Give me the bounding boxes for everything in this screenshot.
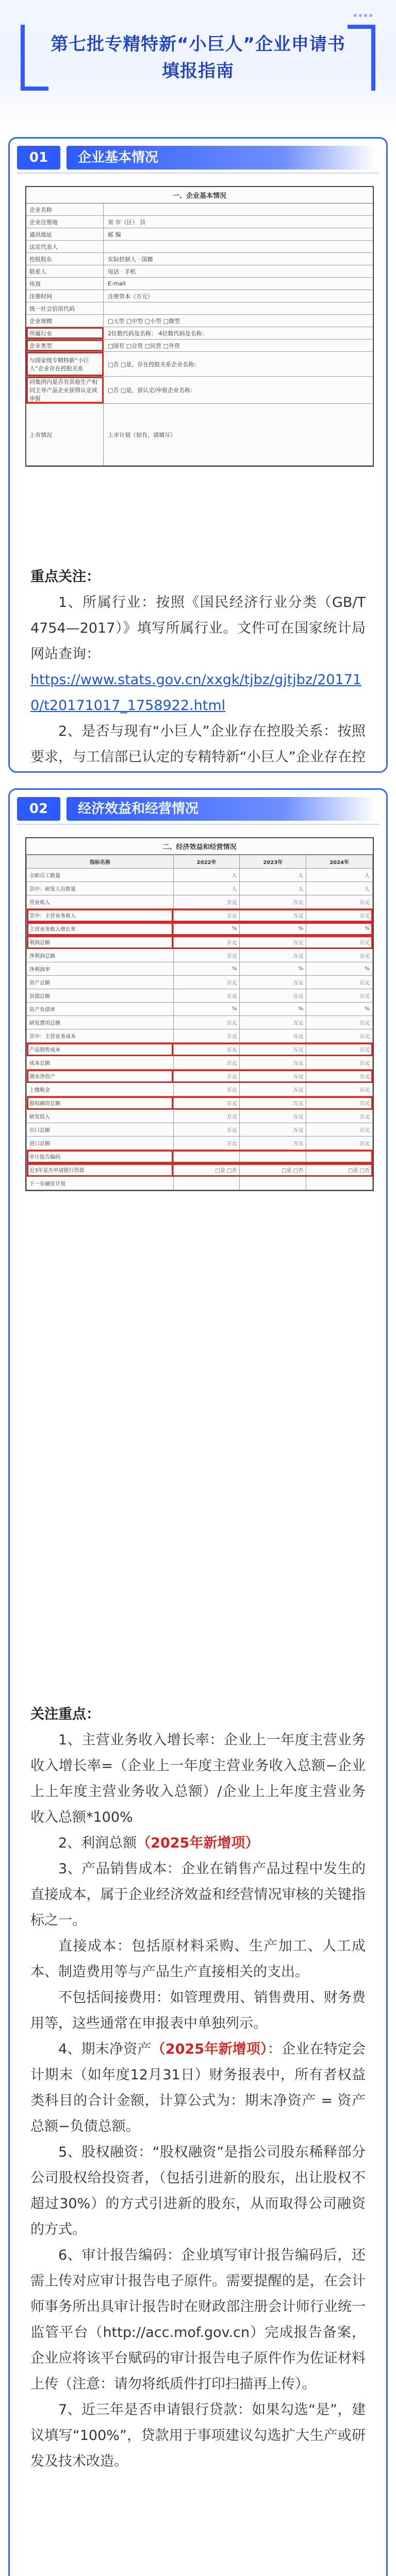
row-unit-cell: % <box>306 1003 373 1016</box>
form-row-label: 注册时间 <box>26 290 104 302</box>
row-unit-cell <box>173 1177 240 1190</box>
table-row <box>27 882 373 895</box>
row-unit-cell: 万元 <box>173 949 240 962</box>
row-unit-cell: 人 <box>240 869 306 882</box>
row-unit-cell: 万元 <box>240 1056 306 1070</box>
row-unit-cell: 万元 <box>173 1110 240 1123</box>
table-row <box>27 1016 373 1029</box>
section1-notes <box>30 564 366 773</box>
form-row-value: 邮 编 <box>108 231 121 238</box>
row-name: 其中：主营业务成本 <box>27 1029 174 1043</box>
row-name: 产品销售成本 <box>27 1043 174 1056</box>
form-row-label: 企业名称 <box>26 204 104 215</box>
form-row <box>26 241 373 253</box>
row-unit-cell: 万元 <box>306 936 373 949</box>
row-unit-cell: 万元 <box>240 1110 306 1123</box>
row-name: 资产总额 <box>27 976 174 989</box>
row-name: 资产负债率 <box>27 1003 174 1016</box>
note-net-assets-label: 4、期末净资产 <box>58 2041 152 2057</box>
form-row <box>26 265 373 278</box>
row-unit-cell: % <box>173 1003 240 1016</box>
row-unit-cell: 万元 <box>240 976 306 989</box>
form-row-label: 法定代表人 <box>26 241 104 252</box>
row-unit-cell: □是 □否 <box>173 1163 240 1177</box>
row-unit-cell <box>240 1150 306 1163</box>
note-industry: 1、所属行业：按照《国民经济行业分类（GB/T 4754—2017）》填写所属行业。文件可在国家统计局网站查询： <box>30 595 366 662</box>
form-row-value: 电话 · 手机 <box>108 268 136 275</box>
form-row-value: 2位数代码及名称： 4位数代码及名称： <box>108 330 208 337</box>
row-unit-cell: 万元 <box>306 1123 373 1137</box>
table-row <box>27 922 373 936</box>
form-row-value: □国有 □合资 □民营 □外资 <box>108 342 180 349</box>
title-line-1: 第七批专精特新“小巨人”企业申请书 <box>51 34 345 55</box>
row-name: 主营业务收入增长率 <box>27 922 174 936</box>
row-unit-cell: 万元 <box>306 989 373 1003</box>
row-unit-cell: 万元 <box>240 1043 306 1056</box>
row-unit-cell: 万元 <box>306 895 373 909</box>
row-unit-cell: 万元 <box>173 1016 240 1029</box>
table-row <box>27 1083 373 1096</box>
form-row-label: 同集团内是否有其他生产相同主导产品企业获得认定或申报 <box>26 377 104 403</box>
note-net-assets-text: ：企业在特定会计期末（如年度12月31日）财务报表中，所有者权益类科目的合计金额，计算公式为：期末净资产 = 资产总额−负债总额。 <box>30 2041 366 2134</box>
note-equity: 5、股权融资：“股权融资”是指公司股东稀释部分公司股权给投资者，（包括引进新的股东，出让股权不超过30%）的方式引进新的股东，从而取得公司融资的方式。 <box>30 2144 366 2238</box>
row-name: 净利润总额 <box>27 949 174 962</box>
note-indirect-cost: 不包括间接费用：如管理费用、销售费用、财务费用等，这些通常在申报表中单独列示。 <box>30 1990 366 2031</box>
form-row-label: 统一社会信用代码 <box>26 302 104 314</box>
form-row-value: 省 市（区） 县 <box>108 218 145 226</box>
form-row-value: □否 □是，获认定/申报企业名称： <box>108 387 196 394</box>
row-unit-cell: 万元 <box>240 949 306 962</box>
section-basic-info <box>8 137 388 773</box>
focus-heading: 关注重点： <box>30 1706 100 1722</box>
section-title: 经济效益和经营情况 <box>67 797 376 821</box>
row-name: 研发费用总额 <box>27 1016 174 1029</box>
table-row <box>27 1056 373 1070</box>
row-unit-cell: 万元 <box>173 976 240 989</box>
page-title <box>0 31 396 84</box>
row-unit-cell: 万元 <box>240 1137 306 1150</box>
form-rows <box>26 204 373 466</box>
form-row <box>26 302 373 315</box>
form-row-label: 上市情况 <box>26 404 104 465</box>
row-name: 其中：主营业务收入 <box>27 909 174 922</box>
form-row-label: 企业规模 <box>26 315 104 327</box>
form-title: 一、企业基本情况 <box>26 187 373 204</box>
economic-table <box>26 855 373 1190</box>
form-row <box>26 204 373 216</box>
row-name: 进口总额 <box>27 1137 174 1150</box>
note-cost: 3、产品销售成本：企业在销售产品过程中发生的直接成本，属于企业经济效益和经营情况审核的关键指标之一。 <box>30 1861 366 1928</box>
row-unit-cell: 人 <box>306 869 373 882</box>
row-unit-cell: 人 <box>173 869 240 882</box>
table-row <box>27 1096 373 1110</box>
row-unit-cell: 万元 <box>306 909 373 922</box>
basic-info-form-image <box>25 186 374 467</box>
table-row <box>27 1003 373 1016</box>
row-unit-cell: % <box>240 962 306 976</box>
form-row <box>26 377 373 404</box>
form-row <box>26 228 373 241</box>
row-unit-cell: 万元 <box>173 1056 240 1070</box>
row-unit-cell: 万元 <box>306 1016 373 1029</box>
row-unit-cell: 人 <box>240 882 306 895</box>
form-row <box>26 253 373 265</box>
row-unit-cell: 万元 <box>173 1070 240 1083</box>
focus-heading: 重点关注： <box>30 569 100 585</box>
note-direct-cost: 直接成本：包括原材料采购、生产加工、人工成本、制造费用等与产品生产直接相关的支出。 <box>30 1938 366 1980</box>
table-row <box>27 1150 373 1163</box>
table-header-row <box>27 855 373 869</box>
form-row-value: 实际控制人 · 国籍 <box>108 256 153 263</box>
header-banner <box>0 0 396 129</box>
form-row-value: E-mail <box>108 280 126 287</box>
row-unit-cell: 万元 <box>306 1070 373 1083</box>
row-unit-cell: 万元 <box>240 1070 306 1083</box>
form-row-value: □大型 □中型 □小型 □微型 <box>108 317 180 325</box>
row-unit-cell: 人 <box>173 882 240 895</box>
form-row <box>26 352 373 377</box>
row-unit-cell: 万元 <box>173 1123 240 1137</box>
form-row-label: 与国家级专精特新“小巨人”企业存在控股关系 <box>26 352 104 376</box>
new-item-tag: （2025年新增项） <box>151 2041 268 2057</box>
section-header <box>10 139 386 175</box>
form-row-label: 企业类型 <box>26 340 104 351</box>
row-unit-cell: % <box>173 922 240 936</box>
row-unit-cell: % <box>306 922 373 936</box>
note-loan: 7、近三年是否申请银行贷款：如果勾选“是”，建议填写“100%”，贷款用于事项建议勾选扩大生产或研发及技术改造。 <box>30 2402 366 2469</box>
row-name: 出口总额 <box>27 1123 174 1137</box>
form-row <box>26 278 373 290</box>
row-unit-cell: 万元 <box>240 1123 306 1137</box>
form-row <box>26 404 373 466</box>
form-row <box>26 290 373 302</box>
form-row <box>26 327 373 340</box>
section-number: 02 <box>17 797 60 821</box>
row-name: 成本总额 <box>27 1056 174 1070</box>
form-row-value: □否 □是，存在控股关系企业名称： <box>108 361 200 368</box>
row-name: 全职员工数量 <box>27 869 174 882</box>
row-name: 利润总额 <box>27 936 174 949</box>
table-row <box>27 1137 373 1150</box>
table-row <box>27 962 373 976</box>
table-row <box>27 909 373 922</box>
note-profit <box>30 1831 366 1856</box>
form-row-label: 联系人 <box>26 265 104 277</box>
row-unit-cell <box>306 1150 373 1163</box>
row-unit-cell: 万元 <box>173 1029 240 1043</box>
row-unit-cell: % <box>240 922 306 936</box>
row-unit-cell: 万元 <box>240 1016 306 1029</box>
form-row-label: 企业注册地 <box>26 216 104 228</box>
row-unit-cell <box>306 1177 373 1190</box>
row-unit-cell: 万元 <box>240 909 306 922</box>
table-row <box>27 895 373 909</box>
form-row <box>26 340 373 352</box>
row-unit-cell: 万元 <box>173 909 240 922</box>
row-unit-cell: 万元 <box>306 1096 373 1110</box>
row-unit-cell: 万元 <box>306 1137 373 1150</box>
row-unit-cell: 万元 <box>306 976 373 989</box>
row-unit-cell: 万元 <box>306 1110 373 1123</box>
table-row <box>27 976 373 989</box>
row-name: 审计报告编码 <box>27 1150 174 1163</box>
form-row-label: 控股股东 <box>26 253 104 265</box>
form-row-label: 所属行业 <box>26 327 104 339</box>
row-unit-cell: 万元 <box>173 1083 240 1096</box>
table-row <box>27 936 373 949</box>
row-name: 期末净资产 <box>27 1070 174 1083</box>
section-header <box>10 790 386 826</box>
table-row <box>27 869 373 882</box>
row-unit-cell: 万元 <box>306 949 373 962</box>
form-row <box>26 315 373 327</box>
table-row <box>27 1029 373 1043</box>
row-unit-cell: 万元 <box>306 1043 373 1056</box>
title-line-2: 填报指南 <box>162 61 234 81</box>
form-row-label: 通讯地址 <box>26 228 104 240</box>
row-unit-cell: □是 □否 <box>240 1163 306 1177</box>
form-row <box>26 216 373 228</box>
row-unit-cell: 万元 <box>306 1083 373 1096</box>
row-unit-cell: % <box>173 962 240 976</box>
col-year: 2024年 <box>306 855 373 869</box>
row-name: 研发投入 <box>27 1110 174 1123</box>
row-unit-cell: 万元 <box>173 895 240 909</box>
section2-notes <box>30 1702 366 2475</box>
note-audit: 6、审计报告编码：企业填写审计报告编码后，还需上传对应审计报告电子原件。需要提醒的是，在会计师事务所出具审计报告时在财政部注册会计师行业统一监管平台（http://acc.mof.gov.cn）完成报告备案，企业应将该平台赋码的审计报告电子原件作为佐证材料上传（注意：请勿将纸质件打印扫描再上传）。 <box>30 2247 366 2392</box>
row-unit-cell: 万元 <box>306 1029 373 1043</box>
section-economic <box>8 788 388 2576</box>
economic-form-image <box>25 837 374 1191</box>
stats-link[interactable]: https://www.stats.gov.cn/xxgk/tjbz/gjtjbz/201710/t20171017_1758922.html <box>30 672 362 714</box>
form-row-label: 传真 <box>26 278 104 290</box>
form-row-value: 注册资本（万元） <box>108 293 153 300</box>
table-row <box>27 1043 373 1056</box>
table-row <box>27 1177 373 1190</box>
form-row-value <box>104 209 373 211</box>
row-unit-cell <box>173 1150 240 1163</box>
row-unit-cell: % <box>240 1003 306 1016</box>
table-row <box>27 989 373 1003</box>
table-row <box>27 1110 373 1123</box>
dots-decoration <box>353 10 373 21</box>
note-net-assets <box>30 2037 366 2140</box>
row-unit-cell: 万元 <box>173 1043 240 1056</box>
divider <box>17 173 379 174</box>
row-name: 其中：研发人员数量 <box>27 882 174 895</box>
row-unit-cell: 万元 <box>240 895 306 909</box>
row-name: 股权融资总额 <box>27 1096 174 1110</box>
col-item: 指标名称 <box>27 855 174 869</box>
row-name: 营业收入 <box>27 895 174 909</box>
section-title: 企业基本情况 <box>67 146 376 170</box>
form-row-value <box>104 308 373 310</box>
form-row-value <box>104 246 373 248</box>
row-unit-cell: 万元 <box>173 1137 240 1150</box>
note-growth: 1、主营业务收入增长率：企业上一年度主营业务收入增长率=（企业上一年度主营业务收入总额−企业上上年度主营业务收入总额）/企业上上年度主营业务收入总额*100% <box>30 1732 366 1825</box>
table-row <box>27 1070 373 1083</box>
row-unit-cell: % <box>306 962 373 976</box>
row-unit-cell: 人 <box>306 882 373 895</box>
row-unit-cell: 万元 <box>173 936 240 949</box>
row-unit-cell <box>240 1177 306 1190</box>
form-row-value: 上市计划（如有，请填写） <box>108 431 176 438</box>
section-number: 01 <box>17 146 60 170</box>
new-item-tag: （2025年新增项） <box>137 1835 259 1851</box>
col-year: 2022年 <box>173 855 240 869</box>
row-unit-cell: 万元 <box>173 989 240 1003</box>
form-title: 二、经济效益和经营情况 <box>26 838 373 855</box>
row-unit-cell: □是 □否 <box>306 1163 373 1177</box>
row-unit-cell: 万元 <box>173 1096 240 1110</box>
table-row <box>27 1163 373 1177</box>
row-name: 负债总额 <box>27 989 174 1003</box>
row-unit-cell: 万元 <box>240 1096 306 1110</box>
row-name: 近3年是否申请银行贷款 <box>27 1163 174 1177</box>
row-name: 下一步融资计划 <box>27 1177 174 1190</box>
note-holding: 2、是否与现有“小巨人”企业存在控股关系：按照要求，与工信部已认定的专精特新“小巨人”企业存在控 <box>30 723 366 765</box>
note-profit-label: 2、利润总额 <box>58 1835 137 1851</box>
table-row <box>27 949 373 962</box>
col-year: 2023年 <box>240 855 306 869</box>
row-name: 净利润率 <box>27 962 174 976</box>
row-unit-cell: 万元 <box>306 1056 373 1070</box>
table-row <box>27 1123 373 1137</box>
divider <box>17 824 379 825</box>
row-unit-cell: 万元 <box>240 1029 306 1043</box>
row-unit-cell: 万元 <box>240 989 306 1003</box>
row-name: 上缴税金 <box>27 1083 174 1096</box>
row-unit-cell: 万元 <box>240 1083 306 1096</box>
row-unit-cell: 万元 <box>240 936 306 949</box>
